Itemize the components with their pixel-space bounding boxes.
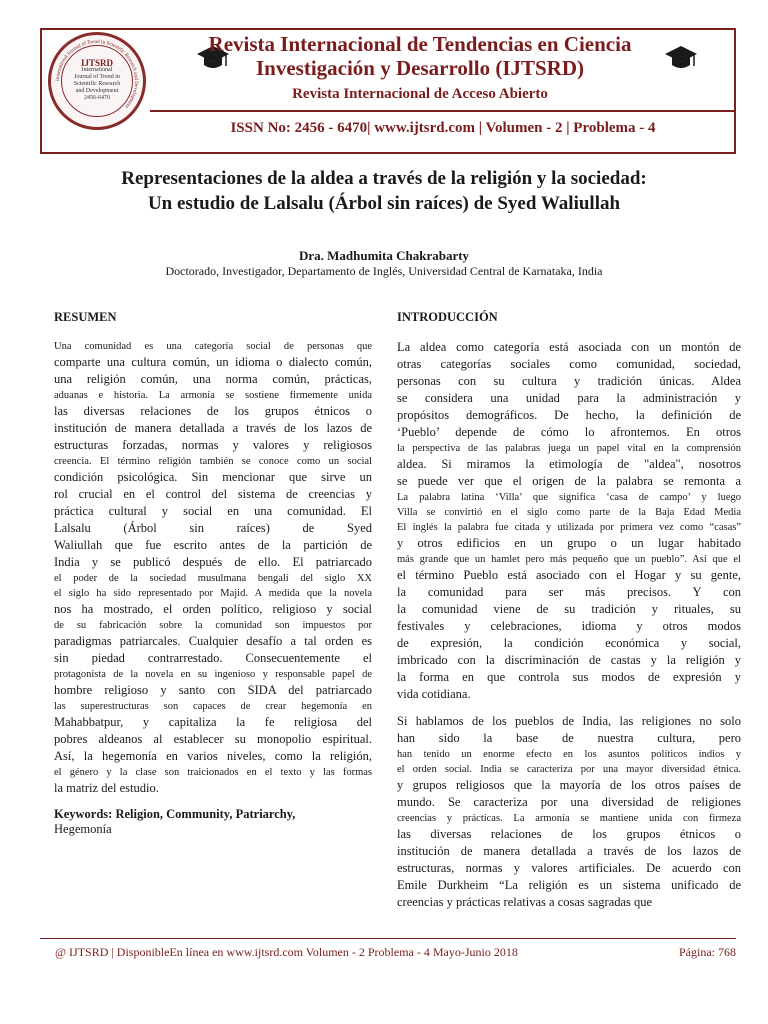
text-line: institución de manera detallada a través de los lazos de <box>54 421 372 435</box>
text-line: personas con su cultura y tradición únicas. Aldea <box>397 374 741 388</box>
issn-line: ISSN No: 2456 - 6470| www.ijtsrd.com | Volumen - 2 | Problema - 4 <box>230 120 656 136</box>
text-line: de expresión, la condición económica y social, <box>397 636 741 650</box>
svg-text:International Journal of Trend: International Journal of Trend in Scientific Research and Development <box>54 38 140 110</box>
text-line: India y se publicó después de ello. El patriarcado <box>54 555 372 569</box>
text-line: el siglo ha sido representado por Majid. A medida que la novela <box>54 588 372 599</box>
header-divider <box>150 110 736 112</box>
logo-line1: International <box>81 67 113 73</box>
text-line: han tenido un enorme efecto en los asuntos políticos indios y <box>397 749 741 760</box>
text-line: estructuras, normas y valores artificiales. De acuerdo con <box>397 861 741 875</box>
text-line: estructuras forzadas, normas y valores y religiosos <box>54 438 372 452</box>
introduction-paragraph-2 <box>397 713 741 911</box>
text-line: el término Pueblo está asociado con el Hogar y su gente, <box>397 568 741 582</box>
article-affiliation: Doctorado, Investigador, Departamento de Inglés, Universidad Central de Karnataka, India <box>165 264 603 278</box>
text-line: aduanas e historia. La armonía se sostiene firmemente unida <box>54 390 372 401</box>
text-line: aldea. Si miramos la etimología de "aldea", nosotros <box>397 457 741 471</box>
text-line: creencias y prácticas. La armonía se mantiene unida con firmeza <box>397 813 741 824</box>
text-line: se considera una unidad para la administración y <box>397 391 741 405</box>
logo-line2: Journal of Trend in <box>74 74 120 80</box>
introduction-heading: INTRODUCCIÓN <box>397 310 498 324</box>
abstract-column <box>54 310 372 837</box>
text-line: sin piedad contrarrestado. Consecuentemente el <box>54 651 372 665</box>
abstract-heading: RESUMEN <box>54 310 117 324</box>
text-line: La aldea como categoría está asociada con un montón de <box>397 340 741 354</box>
logo-issn: 2456-6470 <box>84 95 110 101</box>
text-line: Una comunidad es una categoría social de personas que <box>54 341 372 352</box>
keywords-label: Keywords: Religion, Community, Patriarchy, <box>54 807 296 821</box>
text-line: el poder de la sociedad musulmana bengalí del siglo XX <box>54 573 372 584</box>
text-line: más grande que un hamlet pero más pequeño que un pueblo”. Así que el <box>397 554 741 565</box>
text-line: y otros edificios en un grupo o un lugar habitado <box>397 536 741 550</box>
text-line: propósitos demográficos. De hecho, la definición de <box>397 408 741 422</box>
text-line: paradigmas patriarcales. Cualquier desafío a tal orden es <box>54 634 372 648</box>
text-line: nos ha mostrado, el orden político, religioso y social <box>54 602 372 616</box>
text-line: condición psicológica. Sin mencionar que sirve un <box>54 470 372 484</box>
footer <box>55 945 736 960</box>
text-line: Lalsalu (Árbol sin raíces) de Syed <box>54 521 372 535</box>
text-line: de su fabricación sobre la comunidad son impuestos por <box>54 620 372 631</box>
text-line: Si hablamos de los pueblos de India, las religiones no solo <box>397 714 741 728</box>
text-line: el orden social. India se caracteriza por una mayor diversidad étnica. <box>397 764 741 775</box>
text-line: institución de manera detallada a través de los lazos de <box>397 844 741 858</box>
introduction-paragraph-1 <box>397 339 741 703</box>
text-line: Así, la hegemonía en varios niveles, como la religión, <box>54 749 372 763</box>
journal-title-line1: Revista Internacional de Tendencias en Ciencia <box>208 32 632 56</box>
text-line: la matriz del estudio. <box>54 781 159 795</box>
logo-line4: and Development <box>75 88 119 94</box>
text-line: comparte una cultura común, un idioma o dialecto común, <box>54 355 372 369</box>
text-line: práctica cultural y social en una comunidad. El <box>54 504 372 518</box>
footer-text: @ IJTSRD | DisponibleEn línea en www.ijtsrd.com Volumen - 2 Problema - 4 Mayo-Junio 2018 <box>55 945 518 959</box>
text-line: y grupos religiosos que la mayoría de los otros países de <box>397 778 741 792</box>
text-line: otras categorías sociales como comunidad, sociedad, <box>397 357 741 371</box>
text-line: creencia. El término religión también se conoce como un social <box>54 456 372 467</box>
text-line: vida cotidiana. <box>397 687 471 701</box>
keywords-rest: Hegemonía <box>54 822 112 836</box>
text-line: han sido la base de nuestra cultura, pero <box>397 731 741 745</box>
text-line: ‘Pueblo’ depende de cómo lo afrontemos. En otros <box>397 425 741 439</box>
text-line: imbricado con la discriminación de castas y la religión y <box>397 653 741 667</box>
text-line: El inglés la palabra fue citada y utilizada por primera vez como “casas” <box>397 522 741 533</box>
text-line: pobres aldeanos al establecer su monopolio espiritual. <box>54 732 372 746</box>
text-line: rol crucial en el control del sistema de creencias y <box>54 487 372 501</box>
text-line: las diversas relaciones de los grupos étnicos o <box>397 827 741 841</box>
text-line: festivales y celebraciones, idioma y otros modos <box>397 619 741 633</box>
logo-line3: Scientific Research <box>73 81 121 87</box>
abstract-text <box>54 339 372 797</box>
text-line: una religión común, una norma común, prácticas, <box>54 372 372 386</box>
text-line: mundo. Se caracteriza por una diversidad de religiones <box>397 795 741 809</box>
text-line: se puede ver que el origen de la palabra se remonta a <box>397 474 741 488</box>
text-line: hombre religioso y santo con SIDA del patriarcado <box>54 683 372 697</box>
text-line: Waliullah que fue escrito antes de la partición de <box>54 538 372 552</box>
text-line: protagonista de la novela en su ingenioso y responsable papel de <box>54 669 372 680</box>
journal-subtitle: Revista Internacional de Acceso Abierto <box>292 86 548 102</box>
footer-divider <box>40 938 736 939</box>
text-line: La palabra latina ‘Villa’ que significa ‘casa de campo’ y luego <box>397 492 741 503</box>
introduction-column <box>397 310 741 911</box>
text-line: la forma en que controla sus modos de expresión y <box>397 670 741 684</box>
article-title-line2: Un estudio de Lalsalu (Árbol sin raíces) de Syed Waliullah <box>147 193 621 214</box>
text-line: Mahabbatpur, y capitaliza la fe religiosa del <box>54 715 372 729</box>
text-line: la comunidad viene de su tradición y rituales, su <box>397 602 741 616</box>
page-number: Página: 768 <box>679 945 736 959</box>
text-line: el género y la clase son traicionados en el texto y las formas <box>54 767 372 778</box>
text-line: las superestructuras son capaces de crear hegemonía en <box>54 701 372 712</box>
text-line: Emile Durkheim “La religión es un sistema unificado de <box>397 878 741 892</box>
text-line: la perspectiva de las palabras juega un papel vital en la comprensión <box>397 443 741 454</box>
text-line: la comunidad para ser más precisos. Y con <box>397 585 741 599</box>
text-line: creencias y prácticas relativas a cosas sagradas que <box>397 895 653 909</box>
text-line: las diversas relaciones de los grupos étnicos o <box>54 404 372 418</box>
article-title-line1: Representaciones de la aldea a través de la religión y la sociedad: <box>121 168 647 189</box>
text-line: Villa se convirtió en el siglo como parte de la Baja Edad Media <box>397 507 741 518</box>
logo-abbr: IJTSRD <box>80 58 113 68</box>
journal-title-line2: Investigación y Desarrollo (IJTSRD) <box>255 56 585 80</box>
article-author: Dra. Madhumita Chakrabarty <box>298 248 470 263</box>
keywords <box>54 807 372 837</box>
